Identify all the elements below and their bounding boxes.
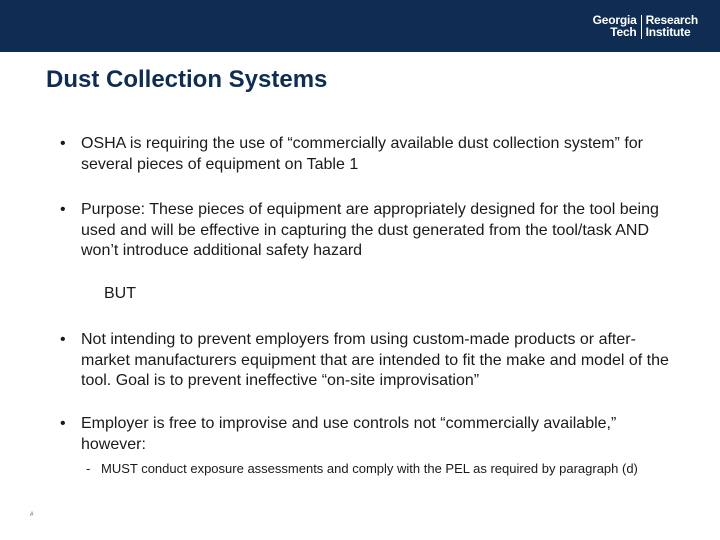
- bullet-mark: •: [60, 201, 66, 218]
- bullet-text: Purpose: These pieces of equipment are appropriately designed for the tool being used and will be effective in capturing the dust generated from the tool/task AND won’t introduce additional safety hazard: [81, 201, 659, 259]
- logo-text: Georgia: [592, 13, 637, 27]
- logo-text: Institute: [645, 25, 691, 39]
- header-bar: [0, 0, 720, 52]
- bullet-text: Not intending to prevent employers from using custom-made products or after-market manufacturers equipment that are intended to fit the make and model of the tool. Goal is to prevent ineffective “on-site improvisation”: [81, 331, 669, 389]
- sub-bullet-text: MUST conduct exposure assessments and comply with the PEL as required by paragraph (d): [101, 461, 638, 476]
- slide-title: Dust Collection Systems: [46, 66, 328, 93]
- sub-bullet-item: [86, 460, 671, 477]
- but-text: BUT: [104, 285, 136, 302]
- logo-text: Research: [645, 13, 698, 27]
- bullet-mark: •: [60, 415, 66, 432]
- georgia-tech-research-institute-logo: [593, 14, 698, 39]
- bullet-item: [60, 414, 680, 455]
- bullet-item: [60, 330, 680, 392]
- page-number: #: [30, 512, 34, 518]
- sub-bullet-mark: -: [86, 461, 91, 476]
- bullet-text: OSHA is requiring the use of “commercially available dust collection system” for several pieces of equipment on Table 1: [81, 135, 643, 173]
- bullet-mark: •: [60, 331, 66, 348]
- bullet-text: Employer is free to improvise and use controls not “commercially available,” however:: [81, 415, 617, 453]
- logo-text: Tech: [610, 25, 637, 39]
- bullet-mark: •: [60, 135, 66, 152]
- bullet-item: [60, 134, 680, 175]
- bullet-item: [60, 200, 680, 262]
